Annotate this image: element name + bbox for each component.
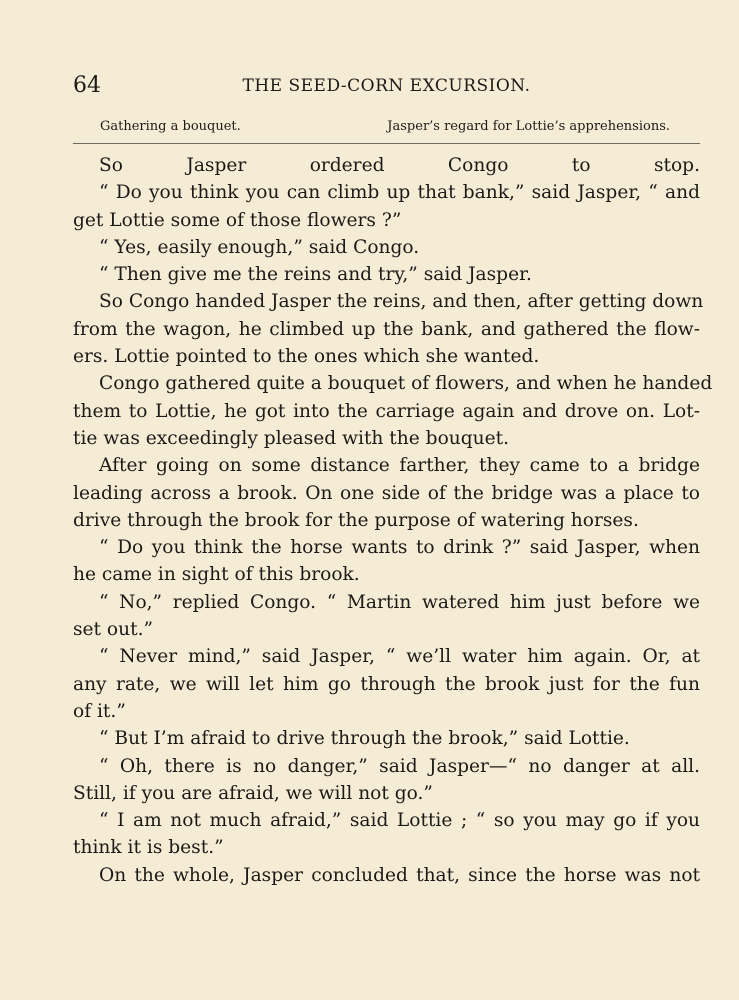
text-line: “ Then give me the reins and try,” said Jasper. xyxy=(99,264,532,286)
text-line: he came in sight of this brook. xyxy=(73,564,360,586)
text-line: “ Do you think you can climb up that bank,” said Jasper, “ and xyxy=(99,182,700,204)
text-line: “ But I’m afraid to drive through the brook,” said Lottie. xyxy=(99,728,630,750)
text-line: Still, if you are afraid, we will not go.” xyxy=(73,782,433,804)
text-line: “ No,” replied Congo. “ Martin watered him just before we xyxy=(99,591,700,613)
text-line: get Lottie some of those flowers ?” xyxy=(73,209,402,231)
text-line: So Jasper ordered Congo to stop. xyxy=(99,155,700,176)
headnote-left: Gathering a bouquet. xyxy=(100,119,241,134)
text-line: think it is best.” xyxy=(73,837,224,859)
text-line: any rate, we will let him go through the brook just for the fun xyxy=(73,673,700,695)
text-line: drive through the brook for the purpose of watering horses. xyxy=(73,509,639,531)
headnotes xyxy=(100,118,670,136)
header-rule xyxy=(73,143,700,144)
text-line: “ Do you think the horse wants to drink ?” said Jasper, when xyxy=(99,537,700,559)
text-line: from the wagon, he climbed up the bank, and gathered the flow- xyxy=(73,318,700,340)
text-line: leading across a brook. On one side of the bridge was a place to xyxy=(73,482,700,504)
text-line: “ Never mind,” said Jasper, “ we’ll water him again. Or, at xyxy=(99,646,700,668)
running-title: THE SEED-CORN EXCURSION. xyxy=(242,76,531,96)
text-line: of it.” xyxy=(73,700,126,722)
text-line: them to Lottie, he got into the carriage again and drove on. Lot- xyxy=(73,400,700,422)
text-line: So Congo handed Jasper the reins, and then, after getting down xyxy=(99,291,704,313)
text-line: On the whole, Jasper concluded that, since the horse was not xyxy=(99,864,700,886)
text-line: tie was exceedingly pleased with the bouquet. xyxy=(73,427,509,449)
text-line: “ I am not much afraid,” said Lottie ; “ so you may go if you xyxy=(99,810,700,832)
headnote-right: Jasper’s regard for Lottie’s apprehensions. xyxy=(387,119,670,134)
text-line: “ Yes, easily enough,” said Congo. xyxy=(99,236,420,258)
page-number: 64 xyxy=(73,73,101,98)
text-line: ers. Lottie pointed to the ones which she wanted. xyxy=(73,346,540,368)
body-text xyxy=(73,152,713,889)
running-head xyxy=(73,72,700,100)
text-line: set out.” xyxy=(73,619,153,641)
text-line: “ Oh, there is no danger,” said Jasper—“ no danger at all. xyxy=(99,755,700,777)
text-line: After going on some distance farther, they came to a bridge xyxy=(99,455,700,477)
text-line: Congo gathered quite a bouquet of flowers, and when he handed xyxy=(99,373,713,395)
